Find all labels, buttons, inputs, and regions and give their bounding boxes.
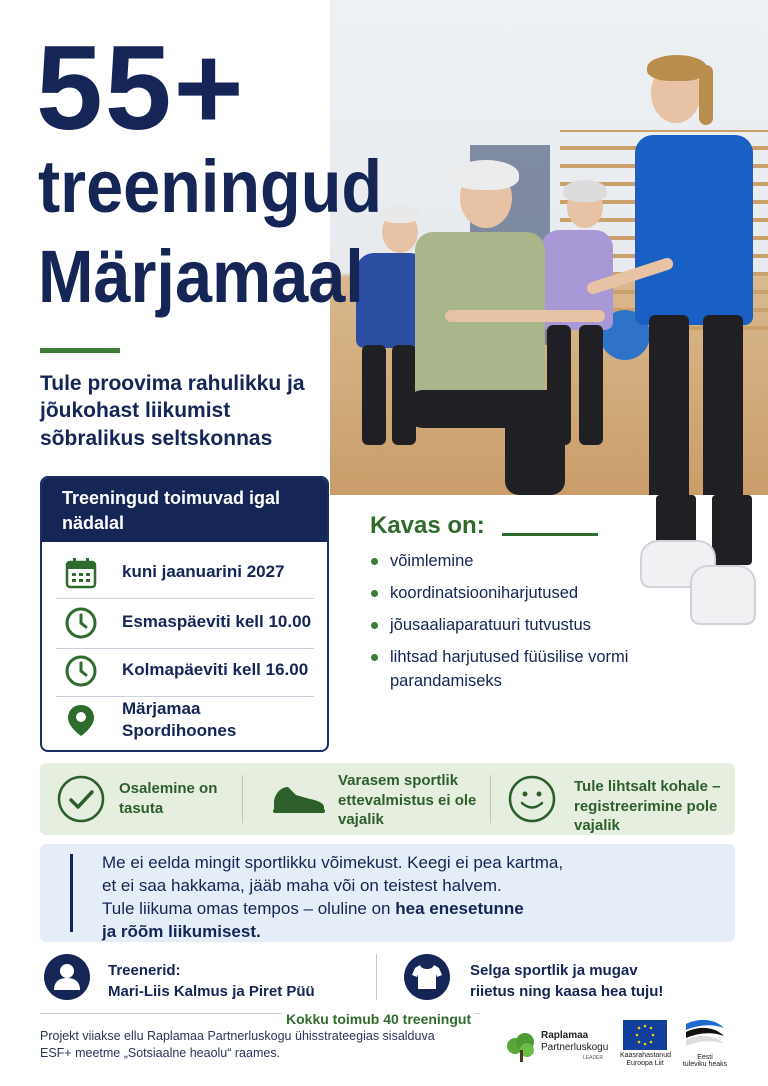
quote-bar bbox=[70, 854, 73, 932]
trainers-label: Treenerid: bbox=[108, 962, 181, 979]
eu-logo-line1: Kaasrahastanud bbox=[620, 1052, 671, 1059]
clothing-line1: Selga sportlik ja mugav bbox=[470, 962, 638, 979]
clock-icon bbox=[64, 606, 98, 640]
person-icon bbox=[44, 954, 90, 1000]
eu-logo bbox=[620, 1020, 670, 1070]
feature-free bbox=[40, 763, 240, 835]
smiley-icon bbox=[507, 774, 557, 824]
eesti-flag-swoosh-icon bbox=[684, 1018, 726, 1052]
feature-no-experience-text: Varasem sportlik ettevalmistus ei ole vajalik bbox=[338, 772, 477, 828]
title-trainings: treeningud bbox=[38, 145, 383, 228]
feature-no-registration bbox=[492, 763, 735, 835]
clothing-info bbox=[470, 960, 663, 1002]
sneaker-right bbox=[690, 565, 756, 625]
checkmark-icon bbox=[56, 774, 106, 824]
clothing-line2: riietus ning kaasa hea tuju! bbox=[470, 983, 664, 1000]
list-item: lihtsad harjutused füüsilise vormi parandamiseks bbox=[368, 646, 638, 694]
features-band bbox=[40, 763, 735, 835]
feature-no-experience bbox=[244, 763, 489, 835]
project-text: Projekt viiakse ellu Raplamaa Partnerluskogu ühisstrateegias sisalduva ESF+ meetme „Sotsiaalne heaolu“ raames. bbox=[40, 1029, 435, 1060]
feature-no-registration-text: Tule lihtsalt kohale – registreerimine pole vajalik bbox=[574, 778, 721, 834]
schedule-row-wednesday bbox=[56, 646, 314, 697]
feature-divider bbox=[242, 775, 243, 823]
quote-line: et ei saa hakkama, jääb maha või on teistest halvem. bbox=[102, 875, 502, 895]
trainers-info bbox=[108, 960, 315, 1002]
list-item: jõusaaliaparatuuri tutvustus bbox=[368, 614, 638, 638]
list-item: koordinatsiooniharjutused bbox=[368, 582, 638, 606]
location-pin-icon bbox=[64, 700, 98, 740]
schedule-row-location bbox=[56, 696, 314, 748]
schedule-box bbox=[40, 476, 329, 752]
tree-icon bbox=[505, 1032, 537, 1062]
schedule-row-monday bbox=[56, 598, 314, 649]
program-heading-line bbox=[502, 533, 598, 536]
trainer-leg-right bbox=[712, 495, 752, 565]
program-heading: Kavas on: bbox=[370, 512, 485, 539]
feature-free-text: Osalemine on tasuta bbox=[119, 780, 218, 817]
eesti-logo-line2: tuleviku heaks bbox=[682, 1061, 728, 1068]
trainers-names: Mari-Liis Kalmus ja Piret Püü bbox=[108, 983, 315, 1000]
schedule-row-period bbox=[56, 548, 314, 599]
eesti-logo bbox=[682, 1018, 728, 1070]
raplamaa-logo-tag: LEADER bbox=[583, 1055, 604, 1061]
raplamaa-logo-name: Raplamaa bbox=[541, 1030, 589, 1041]
schedule-period-text: kuni jaanuarini 2027 bbox=[122, 562, 285, 581]
schedule-heading: Treeningud toimuvad igal nädalal bbox=[42, 478, 327, 542]
eu-logo-line2: Euroopa Liit bbox=[626, 1060, 664, 1067]
subtitle: Tule proovima rahulikku ja jõukohast liikumist sõbralikus seltskonnas bbox=[40, 372, 305, 450]
quote-text bbox=[102, 852, 722, 944]
schedule-wednesday-text: Kolmapäeviti kell 16.00 bbox=[122, 660, 309, 679]
title-underline bbox=[40, 348, 120, 353]
program-list bbox=[368, 550, 638, 702]
calendar-icon bbox=[64, 556, 98, 590]
quote-emphasis: ja rõõm liikumisest. bbox=[102, 921, 261, 941]
title-location: Märjamaal bbox=[38, 235, 364, 318]
quote-emphasis: hea enesetunne bbox=[395, 898, 524, 918]
list-item: võimlemine bbox=[368, 550, 638, 574]
schedule-location-text: Märjamaa Spordihoones bbox=[122, 699, 237, 741]
quote-box bbox=[40, 844, 735, 942]
raplamaa-logo-sub: Partnerluskogu bbox=[541, 1042, 609, 1053]
schedule-monday-text: Esmaspäeviti kell 10.00 bbox=[122, 612, 312, 631]
raplamaa-logo bbox=[505, 1028, 615, 1068]
trainer-leg-left bbox=[656, 495, 696, 545]
info-divider bbox=[376, 954, 377, 1000]
sneaker-icon bbox=[270, 781, 328, 815]
eesti-logo-line1: Eesti bbox=[697, 1054, 713, 1061]
total-trainings: Kokku toimub 40 treeningut bbox=[282, 1011, 475, 1027]
quote-line: Me ei eelda mingit sportlikku võimekust. Keegi ei pea kartma, bbox=[102, 853, 564, 872]
feature-divider bbox=[490, 775, 491, 823]
hero-photo bbox=[330, 0, 768, 495]
title-age: 55+ bbox=[36, 21, 246, 155]
clock-icon bbox=[64, 654, 98, 688]
tshirt-icon bbox=[404, 954, 450, 1000]
quote-line: Tule liikuma omas tempos – oluline on bbox=[102, 898, 396, 918]
eu-flag-icon bbox=[623, 1020, 667, 1050]
